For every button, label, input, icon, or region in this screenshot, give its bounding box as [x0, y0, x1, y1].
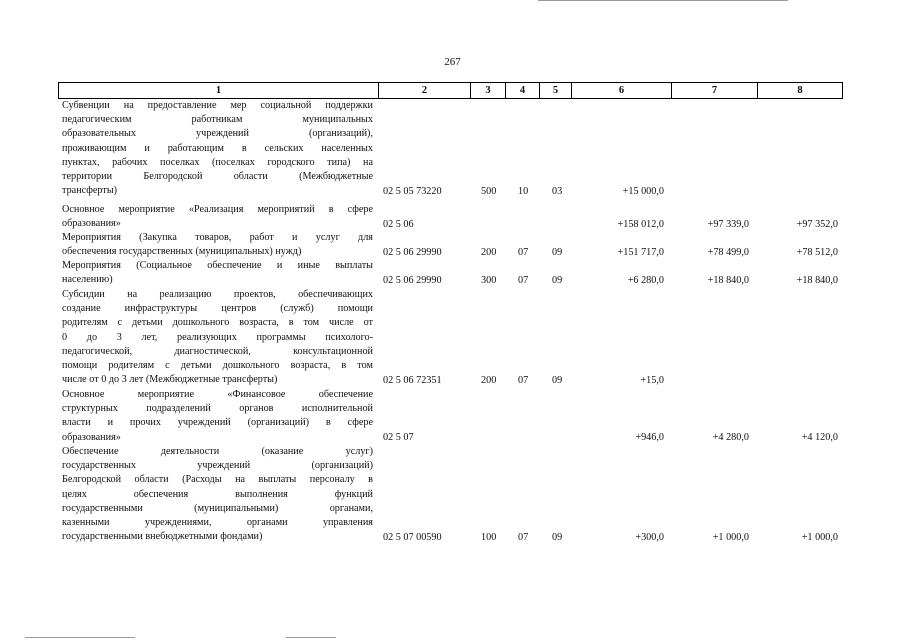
header-col-2: 2: [379, 83, 471, 98]
cell-c6: +946,0: [635, 432, 664, 444]
cell-c5: 09: [552, 246, 563, 258]
cell-c5: 09: [552, 374, 563, 386]
cell-c5: 03: [552, 185, 563, 197]
description-line: власти и прочих учреждений (организаций) в сфере: [62, 417, 373, 429]
description-line: образовательных учреждений (организаций),: [62, 128, 373, 140]
description-line: создание инфраструктуры центров (служб) помощи: [62, 303, 373, 315]
description-line: образования»: [62, 431, 121, 443]
cell-code: 02 5 07 00590: [383, 531, 442, 543]
page-number: 267: [444, 56, 461, 68]
description-line: помощи родителям с детьми дошкольного возраста, в том: [62, 360, 373, 372]
cell-code: 02 5 05 73220: [383, 185, 442, 197]
description-line: образования»: [62, 218, 121, 230]
table-header: [58, 82, 843, 99]
header-col-3: 3: [471, 83, 506, 98]
description-line: государственных учреждений (организаций): [62, 460, 373, 472]
header-col-1: 1: [59, 83, 379, 98]
cell-code: 02 5 06: [383, 218, 414, 230]
cell-c6: +15 000,0: [622, 185, 664, 197]
scan-edge-bottom-left: [25, 637, 135, 638]
cell-c4: 07: [518, 374, 529, 386]
description-line: Субсидии на реализацию проектов, обеспечивающих: [62, 289, 373, 300]
description-line: педагогической, диагностической, консультационной: [62, 345, 373, 357]
header-col-8: 8: [797, 85, 803, 96]
description-line: обеспечения государственных (муниципальных) нужд): [62, 246, 302, 258]
cell-c6: +15,0: [640, 374, 664, 386]
cell-c7: +78 499,0: [707, 246, 749, 258]
row-description: [62, 259, 373, 287]
cell-c6: +6 280,0: [627, 274, 664, 286]
cell-c7: +18 840,0: [707, 274, 749, 286]
row-description: [62, 445, 373, 544]
cell-c6: +151 717,0: [617, 246, 664, 258]
description-line: структурных подразделений органов исполнительной: [62, 403, 373, 415]
cell-code: 02 5 06 72351: [383, 374, 442, 386]
description-line: проживающим и работающим в сельских населенных: [62, 142, 373, 154]
description-line: педагогическим работникам муниципальных: [62, 114, 373, 126]
header-col-6: 6: [572, 83, 672, 98]
cell-code: 02 5 06 29990: [383, 246, 442, 258]
description-line: Обеспечение деятельности (оказание услуг): [62, 446, 373, 457]
row-description: [62, 388, 373, 445]
cell-c7: +97 339,0: [707, 218, 749, 230]
description-line: государственными внебюджетными фондами): [62, 531, 263, 543]
cell-c5: 09: [552, 531, 563, 543]
description-line: пунктах, рабочих поселках (поселках городского типа) на: [62, 156, 373, 168]
row-description: [62, 231, 373, 259]
cell-c8: +4 120,0: [801, 432, 838, 444]
scan-edge-bottom-right: [286, 637, 336, 638]
description-line: 0 до 3 лет, реализующих программы психолого-: [62, 331, 373, 343]
cell-c6: +300,0: [635, 531, 664, 543]
cell-c8: +97 352,0: [796, 218, 838, 230]
cell-c3: 100: [481, 531, 497, 543]
cell-c4: 10: [518, 185, 529, 197]
description-line: Мероприятия (Социальное обеспечение и иные выплаты: [62, 260, 373, 271]
row-description: [62, 99, 373, 198]
cell-c4: 07: [518, 531, 529, 543]
cell-c4: 07: [518, 246, 529, 258]
cell-c7: +4 280,0: [712, 432, 749, 444]
cell-c3: 200: [481, 374, 497, 386]
cell-c7: +1 000,0: [712, 531, 749, 543]
description-line: территории Белгородской области (Межбюджетные: [62, 171, 373, 183]
cell-code: 02 5 07: [383, 432, 414, 444]
header-col-4: 4: [506, 83, 540, 98]
cell-c5: 09: [552, 274, 563, 286]
description-line: Основное мероприятие «Финансовое обеспечение: [62, 389, 373, 400]
cell-code: 02 5 06 29990: [383, 274, 442, 286]
description-line: Субвенции на предоставление мер социальной поддержки: [62, 100, 373, 111]
cell-c8: +18 840,0: [796, 274, 838, 286]
scan-edge-top: [538, 0, 788, 1]
description-line: Основное мероприятие «Реализация мероприятий в сфере: [62, 204, 373, 215]
header-col-5: 5: [540, 83, 572, 98]
cell-c8: +78 512,0: [796, 246, 838, 258]
cell-c3: 500: [481, 185, 497, 197]
cell-c8: +1 000,0: [801, 531, 838, 543]
description-line: числе от 0 до 3 лет (Межбюджетные трансферты): [62, 374, 278, 386]
description-line: Белгородской области (Расходы на выплаты персоналу в: [62, 474, 373, 486]
description-line: целях обеспечения выполнения функций: [62, 488, 373, 500]
description-line: родителям с детьми дошкольного возраста, в том числе от: [62, 317, 373, 329]
description-line: Мероприятия (Закупка товаров, работ и услуг для: [62, 232, 373, 243]
description-line: государственными (муниципальными) органами,: [62, 502, 373, 514]
cell-c6: +158 012,0: [617, 218, 664, 230]
cell-c3: 200: [481, 246, 497, 258]
description-line: трансферты): [62, 185, 118, 197]
description-line: казенными учреждениями, органами управления: [62, 517, 373, 529]
cell-c4: 07: [518, 274, 529, 286]
header-col-7: 7: [672, 83, 758, 98]
row-description: [62, 288, 373, 387]
cell-c3: 300: [481, 274, 497, 286]
row-description: [62, 203, 373, 231]
description-line: населению): [62, 274, 113, 286]
